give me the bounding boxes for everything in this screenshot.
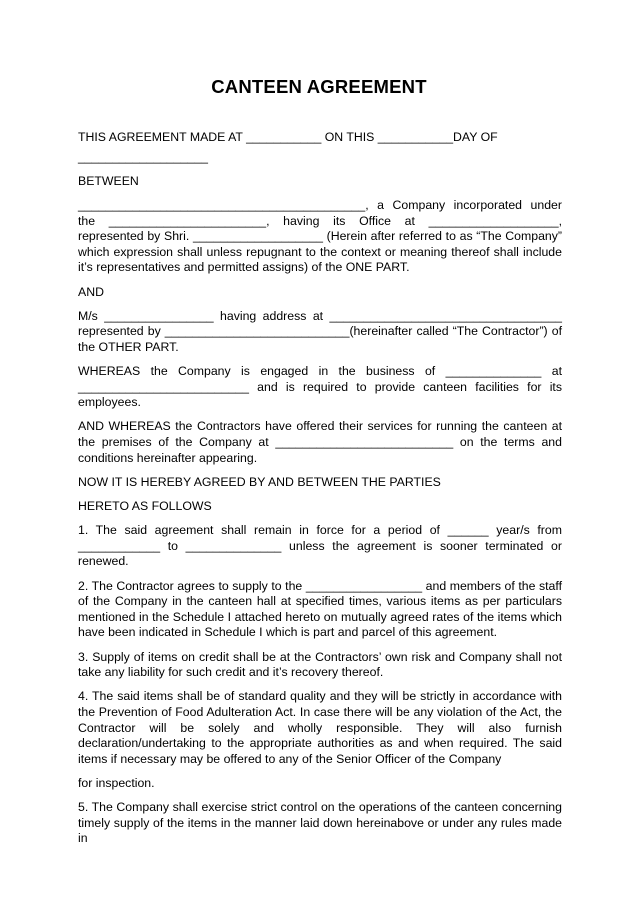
hereto-heading: HERETO AS FOLLOWS: [78, 499, 212, 514]
contractor-party-paragraph: M/s ________________ having address at __________________________________ represented by ___________________________(hereinafter called “The Contractor”) of the OTHER PART.: [78, 308, 562, 354]
clause-4-paragraph: 4. The said items shall be of standard quality and they will be strictly in accordance with the Prevention of Food Adulteration Act. In case there will be any violation of the Act, the Contractor will be solely and wholly responsible. They will also furnish declaration/undertaking to the appropriate authorities as and when required. The said items if necessary may be offered to any of the Senior Officer of the Company: [78, 689, 562, 766]
clause-3-paragraph: 3. Supply of items on credit shall be at the Contractors’ own risk and Company shall not take any liability for such credit and it’s recovery thereof.: [78, 649, 562, 680]
agreement-made-line: THIS AGREEMENT MADE AT ___________ ON THIS ___________DAY OF: [78, 130, 498, 144]
whereas-business-paragraph: WHEREAS the Company is engaged in the business of ______________ at _________________________ and is required to provide canteen facilities for its employees.: [78, 364, 562, 410]
whereas-services-paragraph: AND WHEREAS the Contractors have offered their services for running the canteen at the premises of the Company at __________________________ on the terms and conditions hereinafter appearing.: [78, 419, 562, 465]
date-blank-line: ___________________: [78, 149, 208, 164]
between-heading: BETWEEN: [78, 173, 139, 188]
clause-1-paragraph: 1. The said agreement shall remain in force for a period of ______ year/s from ____________ to ______________ unless the agreement is sooner terminated or renewed.: [78, 523, 562, 569]
and-heading: AND: [78, 284, 104, 299]
inspection-line: for inspection.: [78, 775, 155, 790]
clause-5-paragraph: 5. The Company shall exercise strict control on the operations of the canteen concerning timely supply of the items in the manner laid down hereinabove or under any rules made in: [78, 800, 562, 846]
document-body: [78, 130, 562, 855]
agreed-heading: NOW IT IS HEREBY AGREED BY AND BETWEEN THE PARTIES: [78, 474, 441, 489]
document-title: CANTEEN AGREEMENT: [211, 76, 427, 97]
company-party-paragraph: __________________________________________, a Company incorporated under the _______________________, having its Office at ___________________, represented by Shri. ___________________ (Herein after referred to as “The Company” which expression shall unless repugnant to the context or meaning thereof shall include it’s representatives and permitted assigns) of the ONE PART.: [78, 197, 562, 275]
clause-2-paragraph: 2. The Contractor agrees to supply to the _________________ and members of the staff of the Company in the canteen hall at specified times, various items as per particulars mentioned in the Schedule I attached hereto on mutually agreed rates of the items which have been indicated in Schedule I which is part and parcel of this agreement.: [78, 578, 562, 640]
